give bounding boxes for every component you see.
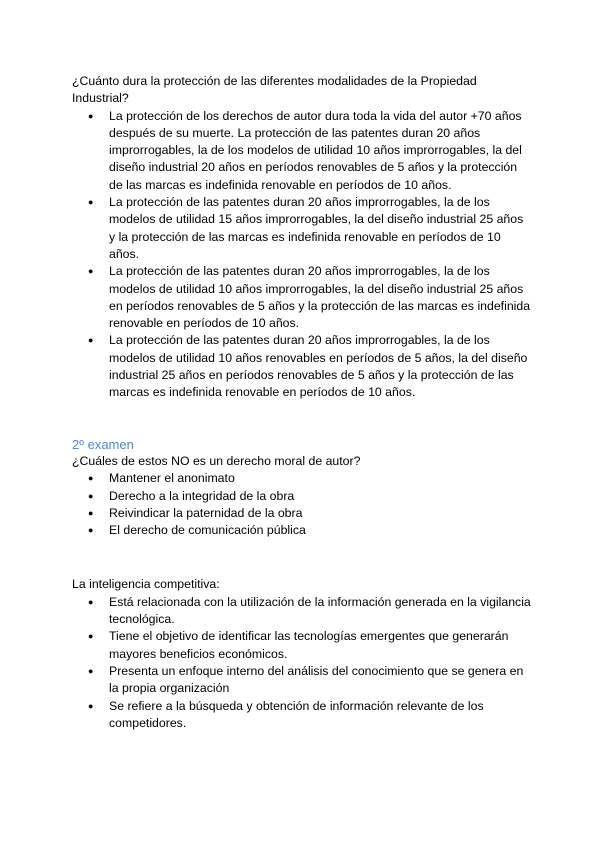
list-item: ● Presenta un enfoque interno del análisis del conocimiento que se genera en la propia organización xyxy=(72,663,532,698)
spacer xyxy=(72,402,532,436)
list-item: ● Reivindicar la paternidad de la obra xyxy=(72,505,532,522)
spacer xyxy=(72,539,532,576)
section-heading: 2º examen xyxy=(72,436,134,452)
list-item: ● El derecho de comunicación pública xyxy=(72,522,532,539)
list-item: ● La protección de las patentes duran 20 años improrrogables, la de los modelos de utilidad 10 años improrrogables, la del diseño industrial 25 años en períodos renovables de 5 años y la protección de las marcas es indefinida renovable en períodos de 10 años. xyxy=(72,263,532,332)
list-item: ● La protección de las patentes duran 20 años improrrogables, la de los modelos de utilidad 15 años improrrogables, la del diseño industrial 25 años y la protección de las marcas es indefinida renovable en períodos de 10 años. xyxy=(72,194,532,263)
question-3-options xyxy=(72,594,532,732)
list-item: ● Tiene el objetivo de identificar las tecnologías emergentes que generarán mayores beneficios económicos. xyxy=(72,628,532,663)
question-2-options xyxy=(72,470,532,539)
question-1-options xyxy=(72,108,532,402)
list-item: ● La protección de los derechos de autor dura toda la vida del autor +70 años después de su muerte. La protección de las patentes duran 20 años improrrogables, la de los modelos de utilidad 10 años improrrogables, la del diseño industrial 20 años en períodos renovables de 5 años y la protección de las marcas es indefinida renovable en períodos de 10 años. xyxy=(72,108,532,194)
list-item: ● Se refiere a la búsqueda y obtención de información relevante de los competidores. xyxy=(72,698,532,733)
list-item: ● Derecho a la integridad de la obra xyxy=(72,488,532,505)
list-item: ● Mantener el anonimato xyxy=(72,470,532,487)
question-3-text: La inteligencia competitiva: xyxy=(72,577,220,592)
question-2-text: ¿Cuáles de estos NO es un derecho moral de autor? xyxy=(72,453,361,468)
list-item: ● La protección de las patentes duran 20 años improrrogables, la de los modelos de utilidad 10 años renovables en períodos de 5 años, la del diseño industrial 25 años en períodos renovables de 5 años y la protección de las marcas es indefinida renovable en períodos de 10 años. xyxy=(72,332,532,401)
list-item: ● Está relacionada con la utilización de la información generada en la vigilancia tecnológica. xyxy=(72,594,532,629)
document-page xyxy=(72,73,532,732)
question-1-text: ¿Cuánto dura la protección de las diferentes modalidades de la Propiedad Industrial? xyxy=(72,74,477,106)
